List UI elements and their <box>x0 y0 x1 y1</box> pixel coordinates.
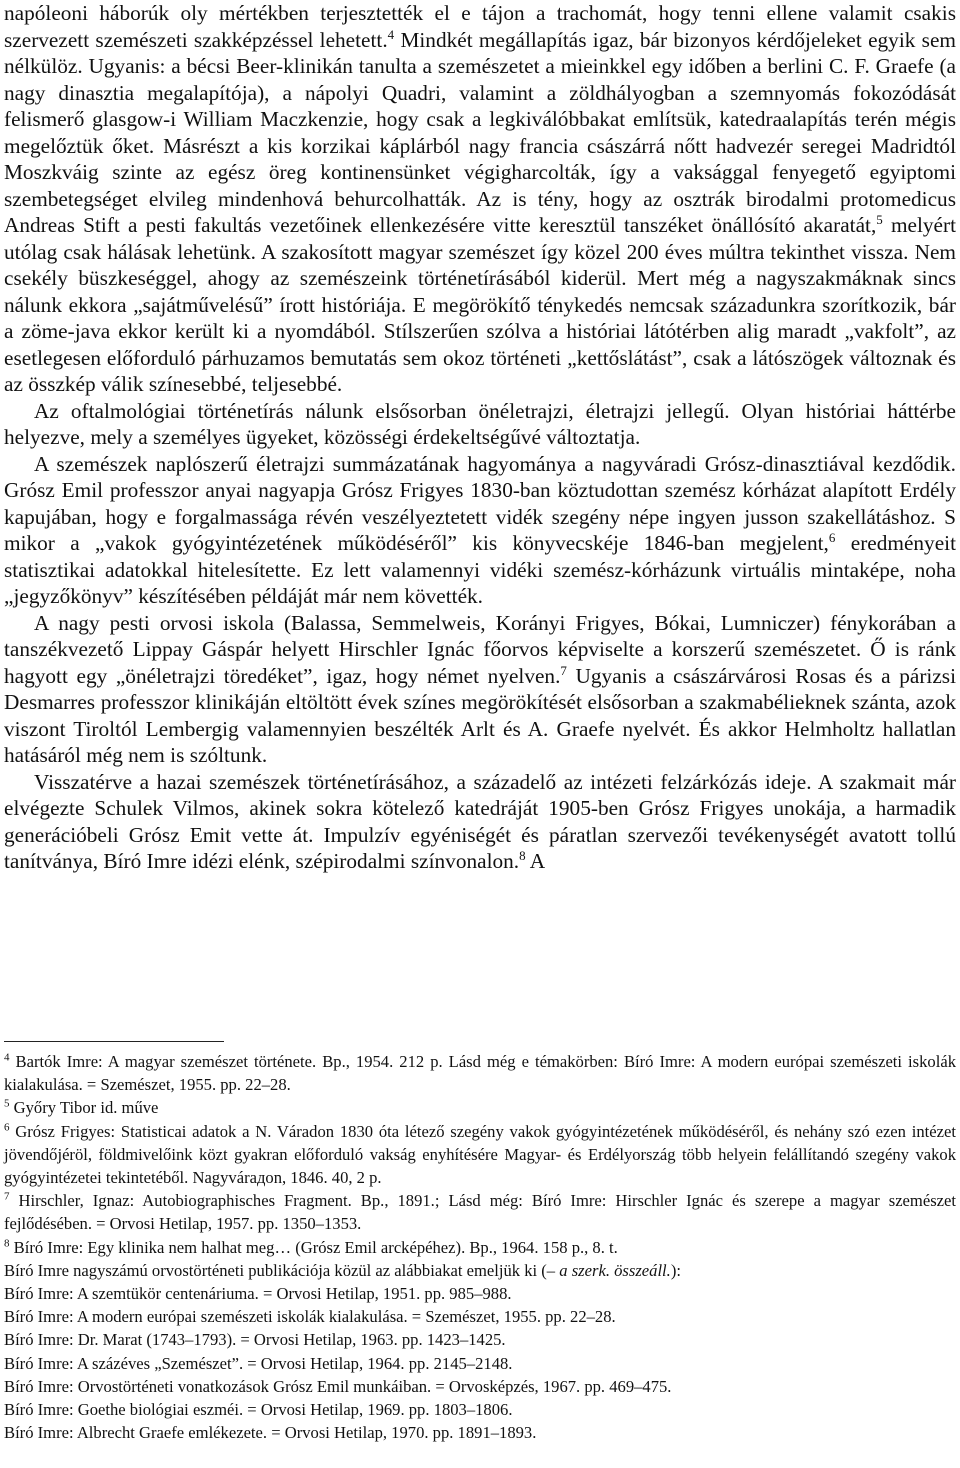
bibliography-item: Bíró Imre: A szemtükör centenáriuma. = Orvosi Hetilap, 1951. pp. 985–988. <box>4 1284 512 1304</box>
footnote-number: 4 <box>4 1051 10 1064</box>
footnote-text: Bartók Imre: A magyar szemészet története. Bp., 1954. 212 p. Lásd még e témakörben: Bíró Imre: A modern európai szemészeti iskolák kialakulása. = Szemészet, 1955. pp. 22–28. <box>4 1052 956 1095</box>
footnote-ref-6[interactable]: 6 <box>828 529 836 545</box>
footnote-text: Grósz Frigyes: Statisticai adatok a N. Váradon 1830 óta létező szegény vakok gyógyintézetének működéséről, és nehány szó ezen intézet jövendőjéröl, földmivelőink közt gyakran előforduló vakság enyhítésére Magyar- és Erdélyország több helyein felállítandó szegény vakok gyógyintézetei tekintetéből. Nagyvárадon, 1846. 40, 2 p. <box>4 1121 956 1188</box>
paragraph-3-text-b: eredményeit statisztikai adatokkal hitelesítette. Ez lett valamennyi vidéki szemész-kórházunk virtuális mintaképe, noha „jegyzőkönyv” készítésében példáját már nem követték. <box>4 531 956 608</box>
bibliography-intro <box>4 1259 956 1282</box>
footnote-text: Bíró Imre: Egy klinika nem halhat meg… (Grósz Emil arcképéhez). Bp., 1964. 158 p., 8. t. <box>9 1237 618 1257</box>
footnote-number: 8 <box>4 1237 10 1250</box>
footnote-ref-5[interactable]: 5 <box>876 211 883 227</box>
paragraph-3 <box>4 451 956 610</box>
bibliography-item: Bíró Imre: A modern európai szemészeti iskolák kialakulása. = Szemészet, 1955. pp. 22–28. <box>4 1307 616 1327</box>
paragraph-4-text-a: A nagy pesti orvosi iskola (Balassa, Semmelweis, Korányi Frigyes, Bókai, Lumniczer) fénykorában a tanszékvezető Lippay Gáspár helyett Hirschler Ignác főorvos képviselte a korszerű szemészetet. Ő is ránk hagyott egy „önéletrajzi töredéket”, igaz, hogy német nyelven. <box>4 610 956 688</box>
footnote-5 <box>4 1096 956 1119</box>
footnote-ref-4[interactable]: 4 <box>387 26 395 42</box>
footnote-7 <box>4 1189 956 1235</box>
footnote-text: Hirschler, Ignaz: Autobiographisches Fragment. Bp., 1891.; Lásd még: Bíró Imre: Hirschler Ignác és szerepe a magyar szemészet fejlődésében. = Orvosi Hetilap, 1957. pp. 1350–1353. <box>4 1191 956 1234</box>
bibliography-intro-text: Bíró Imre nagyszámú orvostörténeti publikációja közül az alábbiakat emeljük ki (– <box>4 1260 560 1280</box>
bibliography-item: Bíró Imre: A százéves „Szemészet”. = Orvosi Hetilap, 1964. pp. 2145–2148. <box>4 1353 513 1373</box>
paragraph-1-text-b: Mindkét megállapítás igaz, bár bizonyos kérdőjeleket egyik sem nélkülöz. Ugyanis: a bécsi Beer-klinikán tanulta a szemészetet a mieinkkel egy időben a berlini C. F. Graefe (a nagy dinasztia megalapítója), a nápolyi Quadri, valamint a zöldhályogban a szemnyomás fokozódását felismerő glasgow-i William Maczkenzie, hogy csak a legkiválóbbakat említsük, katedraalapítás terén mégis megelőztük őket. Másrészt a kis korzikai káplárból nagy francia császárrá nőtt hadvezér seregei Madridtól Moszkváig szinte az egész öreg kontinensünket végigharcolták, így a vaksággal fenyegető egyiptomi szembetegséget elvileg mindenhová behurcolhatták. Az is tény, hogy az osztrák birodalmi protomedicus Andreas Stift a pesti fakultás vezetőinek ellenkezésére vitte keresztül tanszéket önállósító akaratát, <box>4 27 956 237</box>
bibliography-item: Bíró Imre: Orvostörténeti vonatkozások Grósz Emil munkáiban. = Orvosképzés, 1967. pp. 469–475. <box>4 1376 672 1396</box>
footnote-4 <box>4 1050 956 1096</box>
bibliography-item: Bíró Imre: Dr. Marat (1743–1793). = Orvosi Hetilap, 1963. pp. 1423–1425. <box>4 1330 506 1350</box>
paragraph-1 <box>4 0 956 398</box>
footnote-6 <box>4 1120 956 1190</box>
footnote-8 <box>4 1236 956 1259</box>
footnote-ref-8[interactable]: 8 <box>519 847 526 863</box>
paragraph-5 <box>4 769 956 875</box>
paragraph-4-text-b: Ugyanis a császárvárosi Rosas és a párizsi Desmarres professzor klinikáján eltöltött évek színes megörökítését elsősorban a szakmabélieknek szánta, azok viszont Tiroltól Lembergig valamennyien beszélték Arlt és A. Graefe nyelvét. És akkor Helmholtz hallatlan hatásáról még nem is szóltunk. <box>4 663 956 767</box>
footnote-number: 6 <box>4 1121 10 1134</box>
bibliography-item: Bíró Imre: Goethe biológiai eszméi. = Orvosi Hetilap, 1969. pp. 1803–1806. <box>4 1400 513 1420</box>
paragraph-1-text-a: napóleoni háborúk oly mértékben terjesztették el e tájon a trachomát, hogy tenni ellene valamit csakis szervezett szemészeti szakképzéssel lehetett. <box>4 1 956 52</box>
footnote-number: 5 <box>4 1097 10 1110</box>
bibliography-intro-end: ): <box>670 1260 681 1280</box>
body-text <box>4 0 956 875</box>
footnote-text: Győry Tibor id. műve <box>9 1098 159 1118</box>
footnote-number: 7 <box>4 1190 10 1203</box>
bibliography-intro-italic: a szerk. összeáll. <box>559 1260 671 1280</box>
document-page <box>4 0 956 1443</box>
paragraph-1-text-c: melyért utólag csak hálásak lehetünk. A szakosított magyar szemészet így közel 200 éves múltra tekinthet vissza. Nem csekély büszkeséggel, ahogy az szemészeink történetírásából kiderül. Mert még a nagyszakmáknak sincs nálunk ekkora „sajátművelésű” írott históriája. E megörökítő ténykedés nemcsak századunkra szorítkozik, bár a zöme-java ekkor került ki a nyomdából. Stílszerűen szólva a históriai látótérben alig maradt „vakfolt”, az esetlegesen előforduló párhuzamos bemutatás sem okoz történeti „kettőslátást”, csak a látószögek változnak és az összkép válik színesebbé, teljesebbé. <box>4 213 956 396</box>
bibliography-item: Bíró Imre: Albrecht Graefe emlékezete. = Orvosi Hetilap, 1970. pp. 1891–1893. <box>4 1423 537 1443</box>
paragraph-4 <box>4 610 956 769</box>
paragraph-5-text-b: A <box>525 849 546 873</box>
footnote-separator <box>4 1041 224 1042</box>
footnote-ref-7[interactable]: 7 <box>560 662 567 678</box>
paragraph-5-text-a: Visszatérve a hazai szemészek történetírásához, a századelő az intézeti felzárkózás ideje. A szakmait már elvégezte Schulek Vilmos, akinek sokra kötelező katedráját 1905-ben Grósz Frigyes unokája, a harmadik generációbeli Grósz Emit vette át. Impulzív egyéniségét és páratlan szervezői tevékenységét avatott tollú tanítványa, Bíró Imre idézi elénk, szépirodalmi színvonalon. <box>4 769 956 873</box>
paragraph-3-text-a: A szemészek naplószerű életrajzi summázatának hagyománya a nagyváradi Grósz-dinasztiával kezdődik. Grósz Emil professzor anyai nagyapja Grósz Frigyes 1830-ban köztudottan szemész kórházat alapított Erdély kapujában, hogy e forgalmassága révén veszélyeztetett vidék szegény népe ingyen jusson szakellátáshoz. S mikor a „vakok gyógyintézetének működéséről” kis könyvecskéje 1846-ban megjelent, <box>4 451 956 555</box>
footnotes <box>4 1050 956 1444</box>
paragraph-2: Az oftalmológiai történetírás nálunk elsősorban önéletrajzi, életrajzi jellegű. Olyan históriai háttérbe helyezve, mely a személyes ügyeket, közösségi érdekeltségűvé változtatja. <box>4 398 956 449</box>
